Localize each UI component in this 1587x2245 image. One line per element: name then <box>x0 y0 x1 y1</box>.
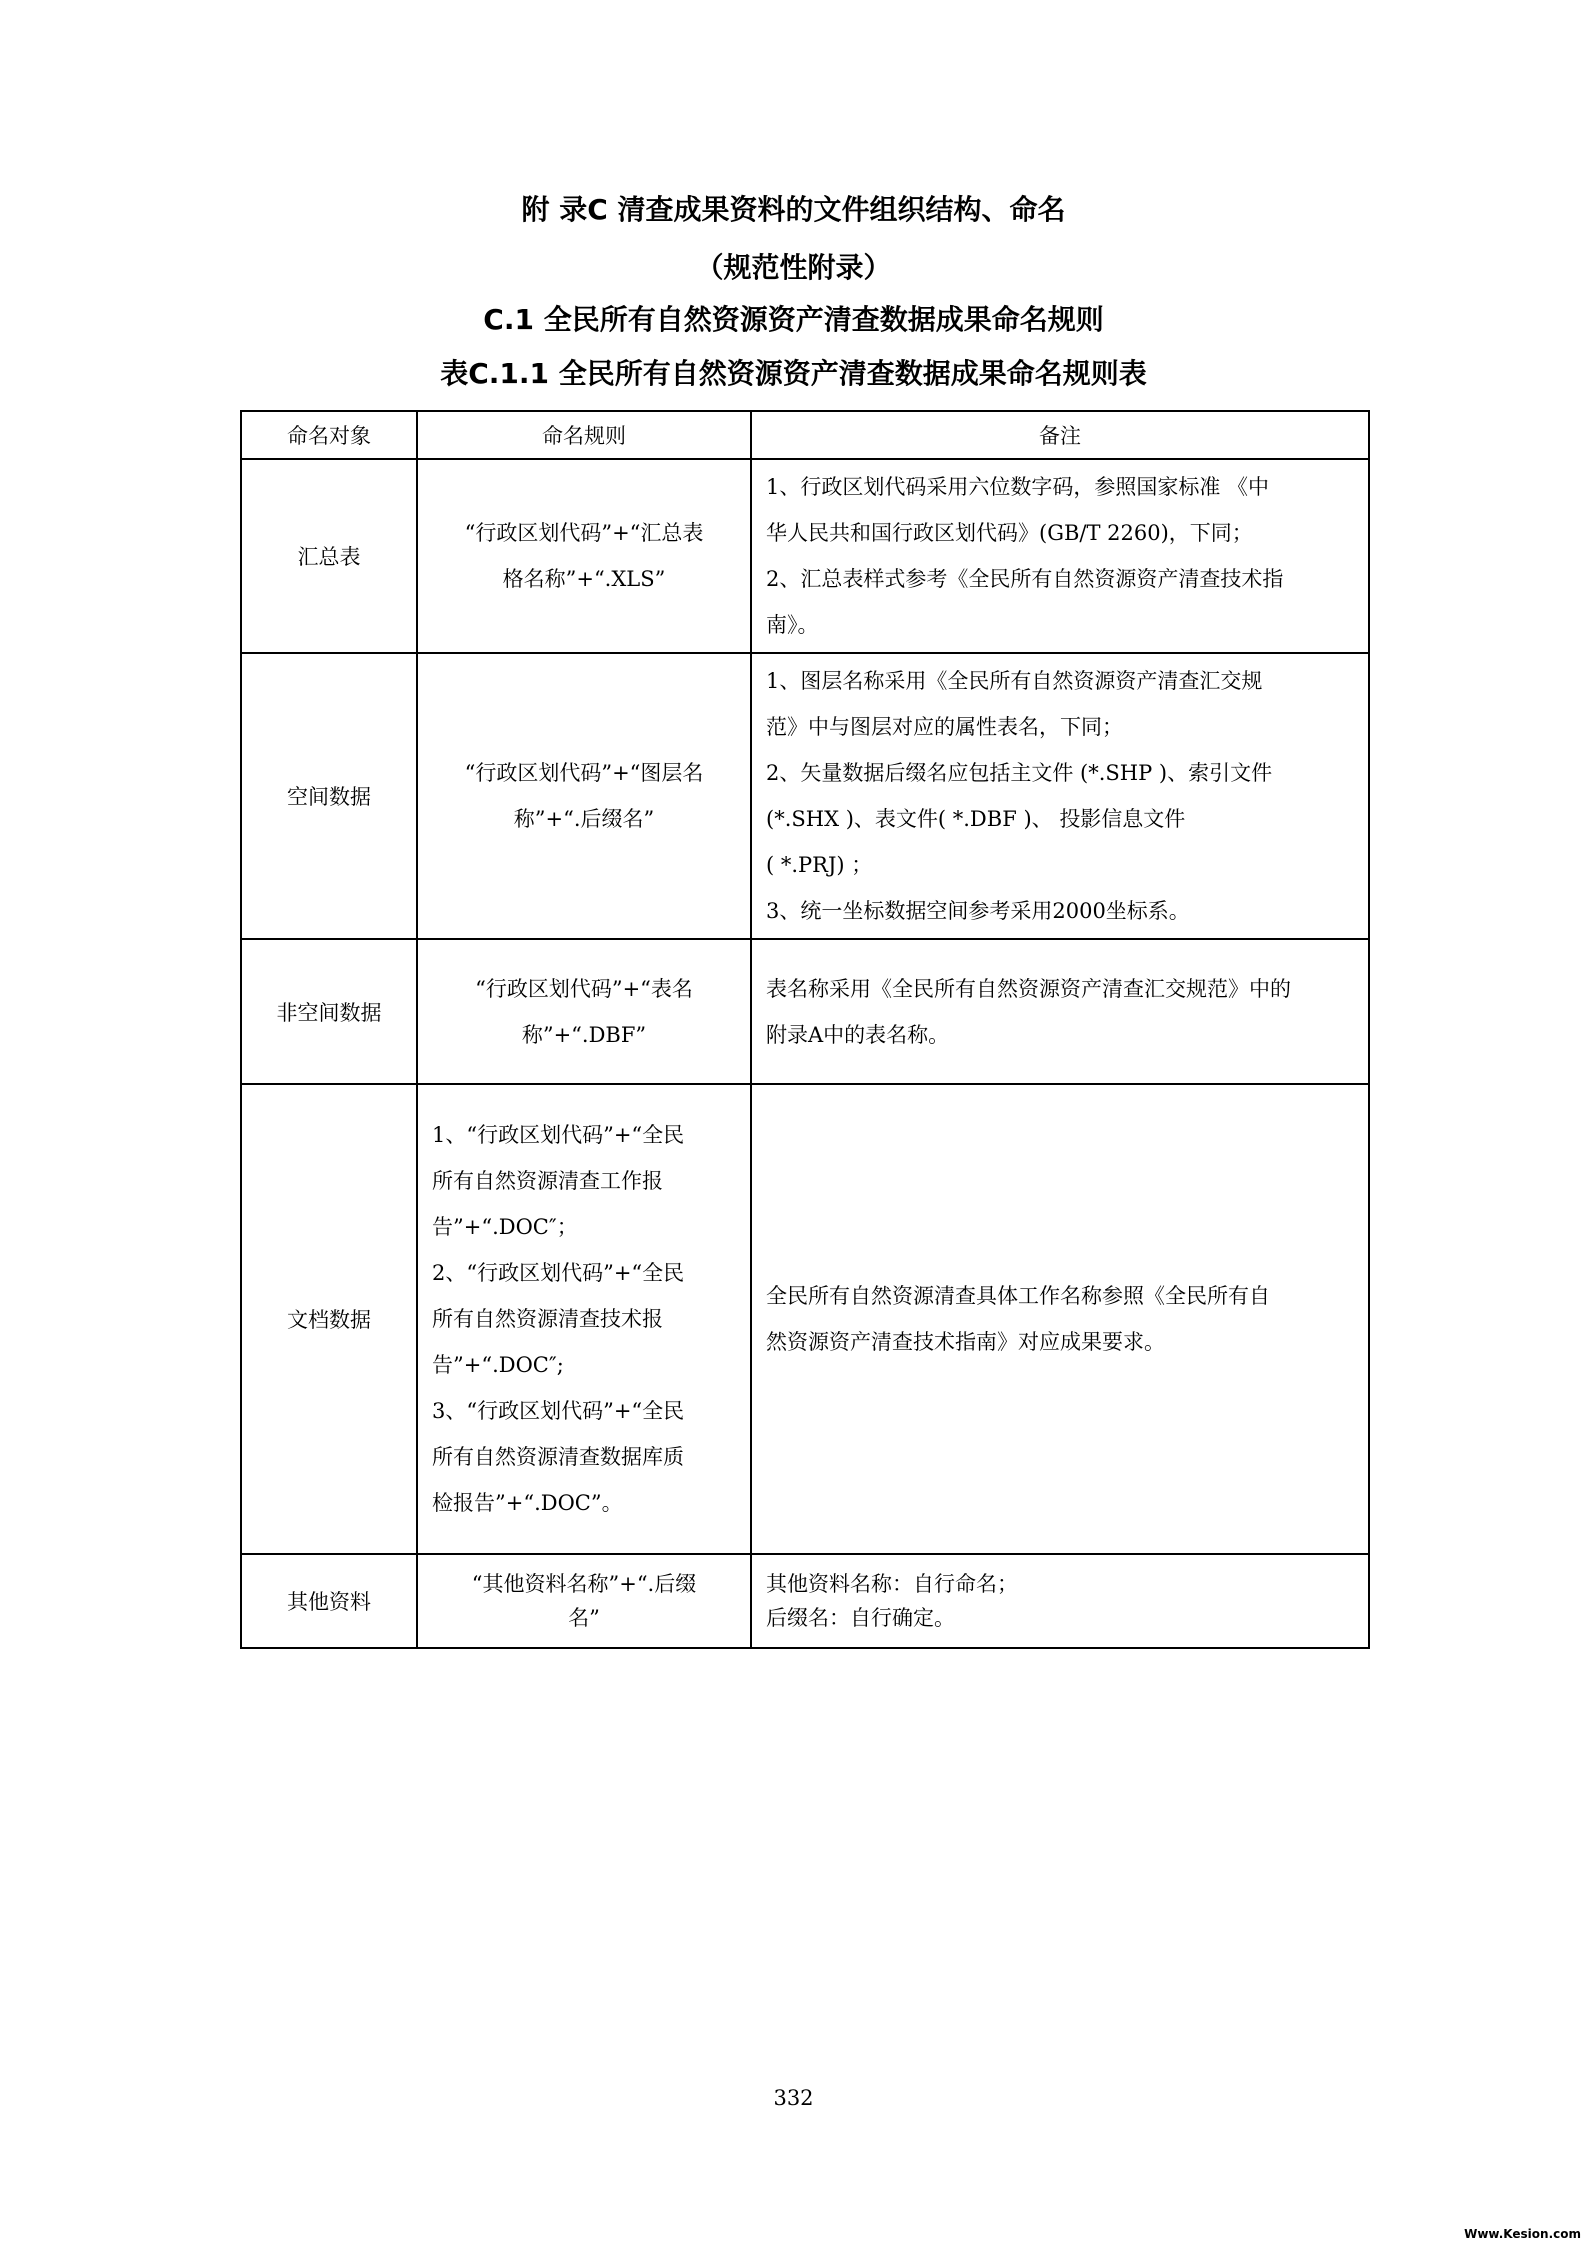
rule-cell <box>417 1084 751 1554</box>
object-cell: 非空间数据 <box>241 939 417 1084</box>
note-cell <box>751 1084 1369 1554</box>
table-row <box>241 1554 1369 1648</box>
section-heading: C.1 全民所有自然资源资产清查数据成果命名规则 <box>483 303 1104 336</box>
rule-cell <box>417 653 751 939</box>
rule-cell <box>417 459 751 653</box>
appendix-subtitle: （规范性附录） <box>695 251 892 284</box>
rule-line: 所有自然资源清查技术报 <box>432 1307 663 1331</box>
note-line: 2、汇总表样式参考《全民所有自然资源资产清查技术指 <box>766 567 1284 591</box>
note-cell <box>751 653 1369 939</box>
rule-line: 3、“行政区划代码”+“全民 <box>432 1399 685 1423</box>
appendix-title: 附 录C 清查成果资料的文件组织结构、命名 <box>521 193 1066 226</box>
site-watermark: Www.Kesion.com <box>1464 2227 1581 2241</box>
rule-line: 称”+“.DBF” <box>521 1022 647 1047</box>
rule-line: “行政区划代码”+“图层名 <box>464 761 704 785</box>
rule-line: 名” <box>568 1606 600 1630</box>
object-cell: 其他资料 <box>241 1554 417 1648</box>
rule-line: 告”+“.DOC″； <box>432 1215 578 1239</box>
object-cell: 文档数据 <box>241 1084 417 1554</box>
rule-cell <box>417 1554 751 1648</box>
note-line: 然资源资产清查技术指南》对应成果要求。 <box>766 1330 1165 1354</box>
rule-line: 1、“行政区划代码”+“全民 <box>432 1123 685 1147</box>
note-line: 其他资料名称：自行命名； <box>766 1572 1018 1596</box>
rule-line: “行政区划代码”+“表名 <box>475 976 693 1001</box>
table-row <box>241 459 1369 653</box>
table-row <box>241 653 1369 939</box>
rule-line: 所有自然资源清查数据库质 <box>432 1445 684 1469</box>
note-line: 3、统一坐标数据空间参考采用2000坐标系。 <box>766 899 1190 923</box>
page-number: 332 <box>773 2086 814 2110</box>
table-caption: 表C.1.1 全民所有自然资源资产清查数据成果命名规则表 <box>440 357 1147 390</box>
note-line: 华人民共和国行政区划代码》(GB/T 2260)，下同； <box>766 521 1253 545</box>
note-line: 1、行政区划代码采用六位数字码，参照国家标准 《中 <box>766 475 1270 499</box>
rule-line: 检报告”+“.DOC”。 <box>432 1491 623 1515</box>
table-row <box>241 939 1369 1084</box>
rule-line: 所有自然资源清查工作报 <box>432 1169 663 1193</box>
rule-line: 格名称”+“.XLS” <box>502 567 666 591</box>
table-row <box>241 1084 1369 1554</box>
note-line: 附录A中的表名称。 <box>766 1022 950 1047</box>
note-line: 2、矢量数据后缀名应包括主文件 (*.SHP )、索引文件 <box>766 761 1273 785</box>
rule-line: 告”+“.DOC″; <box>432 1353 564 1377</box>
note-line: 全民所有自然资源清查具体工作名称参照《全民所有自 <box>766 1284 1270 1308</box>
note-line: 南》。 <box>766 613 819 637</box>
header-object: 命名对象 <box>241 411 417 459</box>
header-note: 备注 <box>751 411 1369 459</box>
rule-line: “其他资料名称”+“.后缀 <box>471 1572 697 1596</box>
note-cell <box>751 1554 1369 1648</box>
table-header-row <box>241 411 1369 459</box>
header-rule: 命名规则 <box>417 411 751 459</box>
note-line: 1、图层名称采用《全民所有自然资源资产清查汇交规 <box>766 669 1263 693</box>
object-cell: 汇总表 <box>241 459 417 653</box>
rule-line: 2、“行政区划代码”+“全民 <box>432 1261 685 1285</box>
note-line: 范》中与图层对应的属性表名，下同； <box>766 715 1123 739</box>
note-cell <box>751 939 1369 1084</box>
note-cell <box>751 459 1369 653</box>
note-line: 表名称采用《全民所有自然资源资产清查汇交规范》中的 <box>766 976 1291 1001</box>
rule-line: 称”+“.后缀名” <box>513 807 655 831</box>
naming-rules-table <box>240 410 1370 1649</box>
note-line: 后缀名：自行确定。 <box>766 1606 955 1630</box>
rule-cell <box>417 939 751 1084</box>
rule-line: “行政区划代码”+“汇总表 <box>464 521 704 545</box>
note-line: (*.SHX )、表文件( *.DBF )、 投影信息文件 <box>766 807 1186 831</box>
object-cell: 空间数据 <box>241 653 417 939</box>
note-line: ( *.PRJ) ； <box>766 853 873 877</box>
